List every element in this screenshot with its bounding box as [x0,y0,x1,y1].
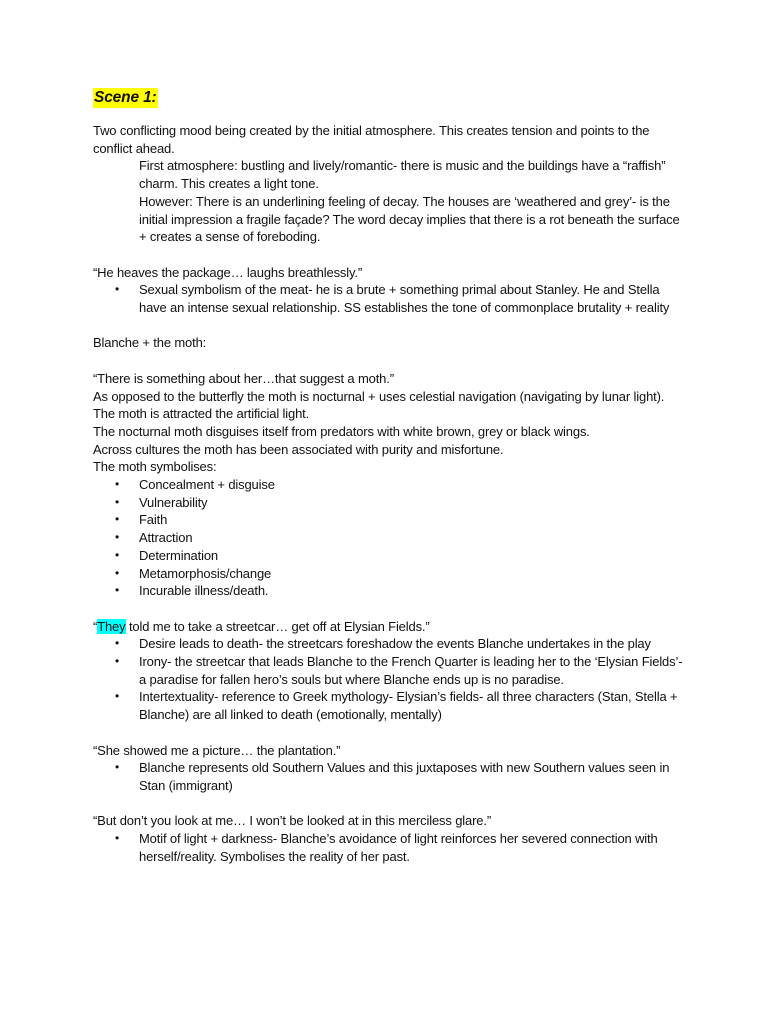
bullet-icon: • [115,583,120,598]
moth-line: The moth symbolises: [93,459,217,475]
bullet-icon: • [115,477,120,492]
list-item: • Desire leads to death- the streetcars foreshadow the events Blanche undertakes in the play [115,636,651,652]
bullet-icon: • [115,547,120,562]
quote-glare: “But don’t you look at me… I won’t be looked at in this merciless glare.” [93,813,492,829]
bullet-icon: • [115,760,120,775]
intro-line: Two conflicting mood being created by the initial atmosphere. This creates tension and points to the conflict ahead. [93,123,650,156]
spacer [93,317,683,335]
moth-line: Across cultures the moth has been associated with purity and misfortune. [93,441,504,457]
bullet-icon: • [115,636,120,651]
bullet-icon: • [115,530,120,545]
bullet-icon: • [115,831,120,846]
quote-package: “He heaves the package… laughs breathlessly.” [93,264,363,280]
list-item: • Metamorphosis/change [115,565,272,581]
bullet-icon: • [115,654,120,669]
scene-heading: Scene 1: [94,89,157,106]
list-item: • Vulnerability [115,494,208,510]
list-item: • Blanche represents old Southern Values and this juxtaposes with new Southern values seen in Stan (immigrant) [115,760,670,793]
bullet-icon: • [115,512,120,527]
list-item: • Incurable illness/death. [115,583,269,599]
list-item: • Irony- the streetcar that leads Blanche to the French Quarter is leading her to the ‘Elysian Fields’- a paradise for fallen hero’s souls but where Blanche ends up is no paradise. [115,654,683,687]
list-item: • Attraction [115,530,193,546]
moth-symbols-list [93,476,683,600]
document-page [93,88,683,865]
spacer [93,600,683,618]
bullet-icon: • [115,282,120,297]
quote-picture: “She showed me a picture… the plantation.” [93,742,341,758]
moth-quote: “There is something about her…that suggest a moth.” [93,370,394,386]
moth-line: The nocturnal moth disguises itself from predators with white brown, grey or black wings. [93,423,590,439]
bullet-icon: • [115,494,120,509]
list-item: • Intertextuality- reference to Greek mythology- Elysian’s fields- all three characters (Stan, Stella + Blanche) are all linked to death (emotionally, mentally) [115,689,678,723]
quote-package-bullets [93,281,683,316]
spacer [93,246,683,264]
quote-picture-bullets [93,759,683,794]
moth-title: Blanche + the moth: [93,335,207,351]
quote-streetcar: “They told me to take a streetcar… get off at Elysian Fields.” [93,618,430,634]
list-item: • Motif of light + darkness- Blanche’s avoidance of light reinforces her severed connection with herself/reality. Symbolises the reality of her past. [115,831,658,864]
list-item: • Faith [115,512,168,528]
quote-streetcar-bullets [93,635,683,724]
moth-line: As opposed to the butterfly the moth is nocturnal + uses celestial navigation (navigating by lunar light). The moth is attracted the artificial light. [93,388,665,422]
quote-glare-bullets [93,830,683,865]
highlighted-word: They [97,618,126,634]
spacer [93,724,683,742]
list-item: • Determination [115,547,218,563]
bullet-icon: • [115,689,120,704]
however-paragraph: However: There is an underlining feeling of decay. The houses are ‘weathered and grey’- is the initial impression a fragile façade? The word decay implies that there is a rot beneath the surface + creates a sense of foreboding. [139,193,680,245]
list-item: • Concealment + disguise [115,477,275,493]
list-item: • Sexual symbolism of the meat- he is a brute + something primal about Stanley. He and Stella have an intense sexual relationship. SS establishes the tone of commonplace brutality + reality [115,282,670,316]
spacer [93,352,683,370]
first-atmosphere: First atmosphere: bustling and lively/romantic- there is music and the buildings have a “raffish” charm. This creates a light tone. [139,158,666,192]
spacer [93,795,683,813]
bullet-icon: • [115,565,120,580]
